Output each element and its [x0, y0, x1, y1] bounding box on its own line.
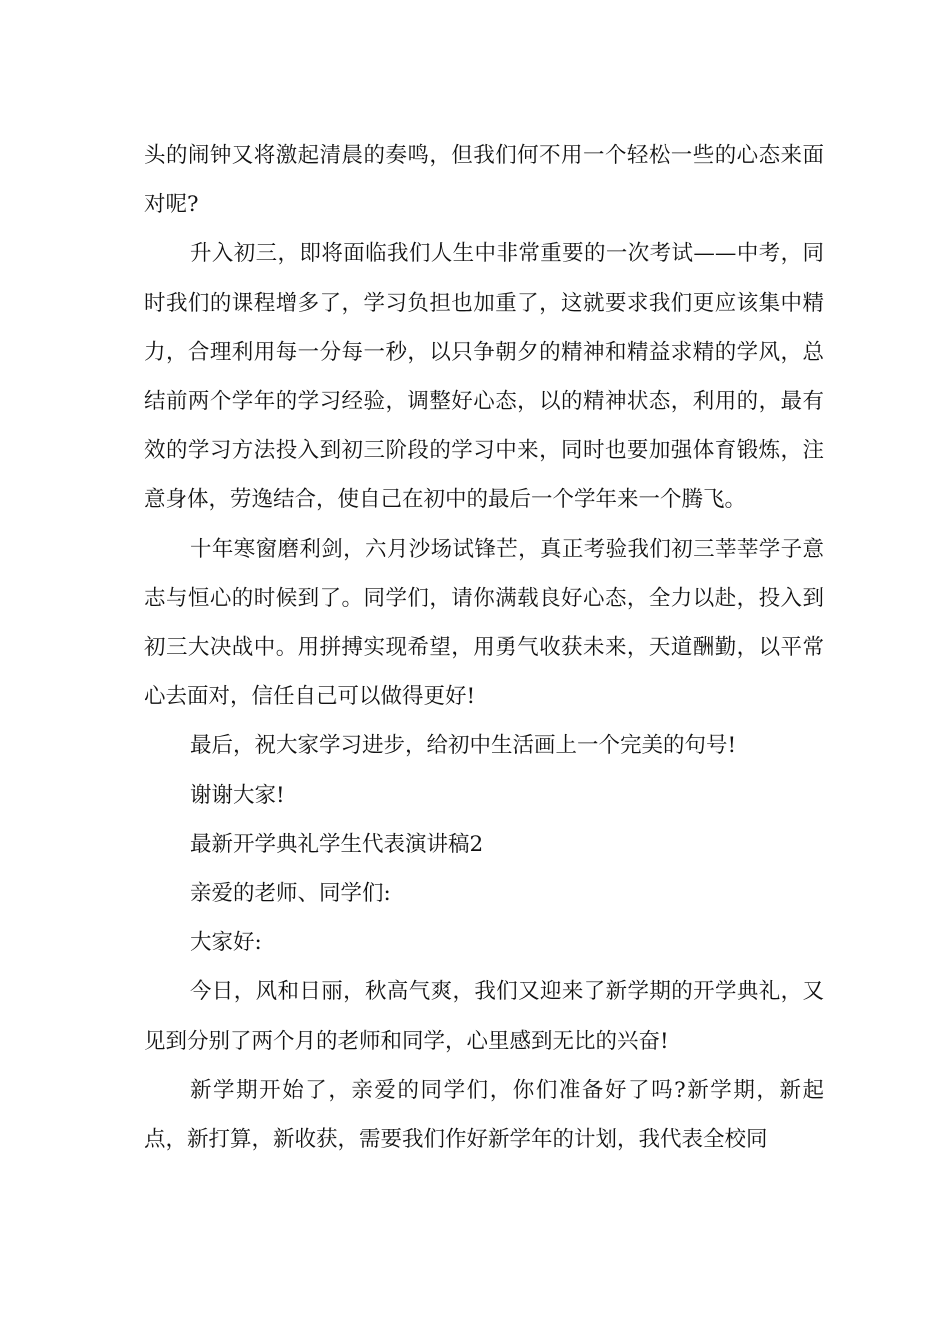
- salutation: 亲爱的老师、同学们:: [190, 881, 391, 907]
- paragraph-thanks: 谢谢大家!: [190, 782, 285, 808]
- section-title: 最新开学典礼学生代表演讲稿2: [190, 831, 484, 857]
- paragraph-ten-years: 十年寒窗磨利剑，六月沙场试锋芒，真正考验我们初三莘莘学子意志与恒心的时候到了。同学们，请你满载良好心态，全力以赴，投入到初三大决战中。用拼搏实现希望，用勇气收获未来，天道酬勤，以平常心去面对，信任自己可以做得更好!: [144, 536, 824, 710]
- document-body: [144, 131, 824, 1164]
- paragraph-closing-wish: 最后，祝大家学习进步，给初中生活画上一个完美的句号!: [190, 733, 737, 759]
- paragraph-today: 今日，风和日丽，秋高气爽，我们又迎来了新学期的开学典礼，又见到分别了两个月的老师和同学，心里感到无比的兴奋!: [144, 979, 824, 1054]
- paragraph-new-semester: 新学期开始了，亲爱的同学们，你们准备好了吗?新学期，新起点，新打算，新收获，需要我们作好新学年的计划，我代表全校同: [144, 1077, 824, 1153]
- paragraph-continuation: 头的闹钟又将激起清晨的奏鸣，但我们何不用一个轻松一些的心态来面对呢?: [144, 143, 824, 218]
- paragraph-junior-three: 升入初三，即将面临我们人生中非常重要的一次考试——中考，同时我们的课程增多了，学习负担也加重了，这就要求我们更应该集中精力，合理利用每一分每一秒，以只争朝夕的精神和精益求精的学风，总结前两个学年的学习经验，调整好心态，以的精神状态，利用的，最有效的学习方法投入到初三阶段的学习中来，同时也要加强体育锻炼，注意身体，劳逸结合，使自己在初中的最后一个学年来一个腾飞。: [144, 241, 824, 513]
- greeting: 大家好:: [190, 930, 262, 956]
